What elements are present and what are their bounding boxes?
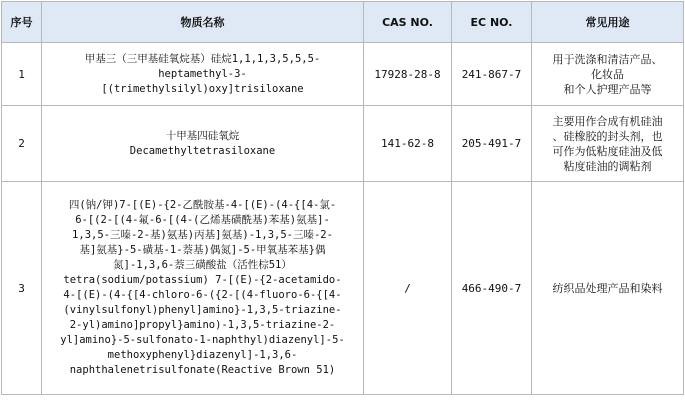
header-cas: CAS NO. bbox=[364, 2, 452, 43]
name-line: tetra(sodium/potassium) 7-[(E)-{2-acetamido- bbox=[63, 274, 342, 286]
use-line: 用于洗涤和清洁产品、 bbox=[552, 52, 663, 66]
name-line: 6-[(2-[(4-氟-6-[(4-(乙烯基磺酰基)苯基)氨基]- bbox=[75, 214, 330, 226]
row-substance-name bbox=[42, 43, 364, 106]
name-line: (vinylsulfonyl)phenyl]amino}-1,3,5-triazine- bbox=[63, 304, 342, 316]
use-line: 可作为低粘度硅油及低 bbox=[552, 144, 663, 158]
row-substance-name bbox=[42, 182, 364, 395]
row-cas-number: 17928-28-8 bbox=[364, 43, 452, 106]
row-cas-number: / bbox=[364, 182, 452, 395]
use-line: 和个人护理产品等 bbox=[563, 82, 652, 96]
row-cas-number: 141-62-8 bbox=[364, 106, 452, 182]
use-line: 、硅橡胶的封头剂，也 bbox=[552, 129, 663, 143]
use-line: 主要用作合成有机硅油 bbox=[552, 114, 663, 128]
name-line: 氮]-1,3,6-萘三磺酸盐（活性棕51） bbox=[113, 259, 292, 271]
table-row bbox=[2, 43, 684, 106]
row-ec-number: 205-491-7 bbox=[452, 106, 532, 182]
table-row bbox=[2, 182, 684, 395]
header-name: 物质名称 bbox=[42, 2, 364, 43]
header-seq: 序号 bbox=[2, 2, 42, 43]
substance-table bbox=[1, 1, 684, 395]
name-line: heptamethyl-3- bbox=[158, 67, 247, 80]
row-seq: 3 bbox=[2, 182, 42, 395]
name-line: 四(钠/钾)7-[(E)-{2-乙酰胺基-4-[(E)-(4-{[4-氯- bbox=[68, 199, 337, 211]
name-line: 甲基三（三甲基硅氧烷基）硅烷1,1,1,3,5,5,5- bbox=[84, 52, 321, 65]
substance-table-wrapper bbox=[1, 1, 684, 395]
row-seq: 1 bbox=[2, 43, 42, 106]
row-substance-name bbox=[42, 106, 364, 182]
header-use: 常见用途 bbox=[532, 2, 684, 43]
name-line: 基]氨基}-5-磺基-1-萘基)偶氮]-5-甲氧基苯基}偶 bbox=[79, 244, 326, 256]
name-line: Decamethyltetrasiloxane bbox=[129, 144, 276, 157]
row-ec-number: 241-867-7 bbox=[452, 43, 532, 106]
row-common-use bbox=[532, 106, 684, 182]
name-line: 1,3,5-三嗪-2-基)氨基)丙基]氨基)-1,3,5-三嗪-2- bbox=[72, 229, 333, 241]
name-line: naphthalenetrisulfonate(Reactive Brown 51) bbox=[69, 364, 336, 376]
name-line: methoxyphenyl}diazenyl]-1,3,6- bbox=[107, 349, 298, 361]
row-common-use bbox=[532, 182, 684, 395]
row-seq: 2 bbox=[2, 106, 42, 182]
use-line: 粘度硅油的调粘剂 bbox=[563, 159, 652, 173]
table-header-row bbox=[2, 2, 684, 43]
name-line: 2-yl)amino]propyl}amino)-1,3,5-triazine-2- bbox=[69, 319, 336, 331]
name-line: 4-[(E)-(4-{[4-chloro-6-({2-[(4-fluoro-6-{[4- bbox=[63, 289, 342, 301]
name-line: yl]amino}-5-sulfonato-1-naphthyl)diazenyl]-5- bbox=[60, 334, 345, 346]
name-line: 十甲基四硅氧烷 bbox=[165, 129, 240, 142]
use-line: 纺织品处理产品和染料 bbox=[552, 281, 663, 295]
name-line: [(trimethylsilyl)oxy]trisiloxane bbox=[101, 82, 304, 95]
row-common-use bbox=[532, 43, 684, 106]
table-row bbox=[2, 106, 684, 182]
header-ec: EC NO. bbox=[452, 2, 532, 43]
use-line: 化妆品 bbox=[591, 67, 624, 81]
row-ec-number: 466-490-7 bbox=[452, 182, 532, 395]
